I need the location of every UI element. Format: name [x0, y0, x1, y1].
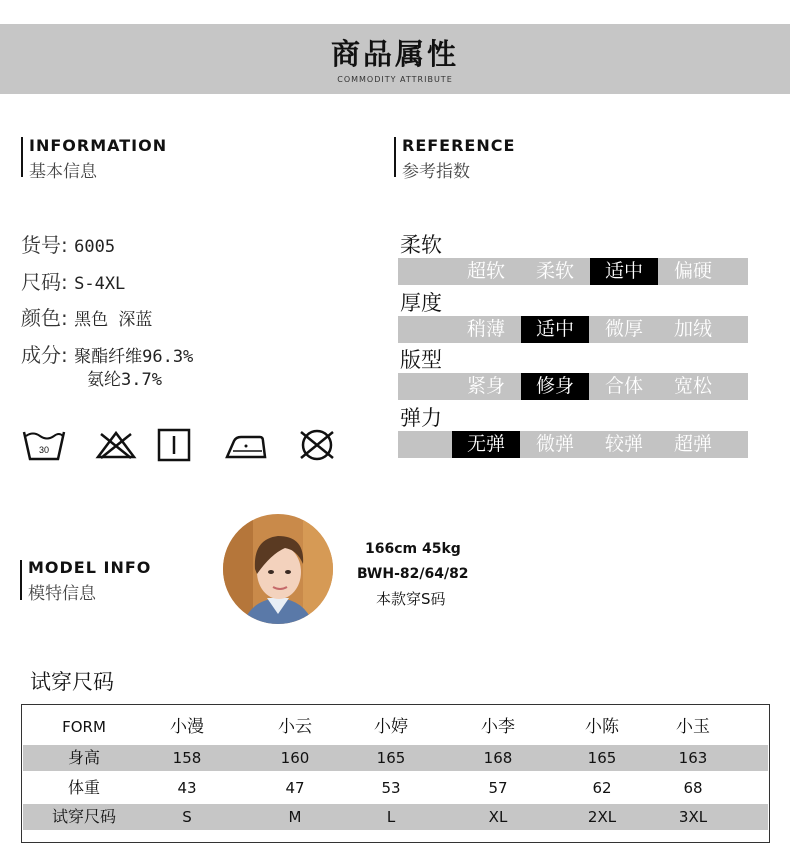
iron-icon	[224, 432, 268, 460]
reference-label-fit: 版型	[400, 348, 442, 372]
table-header-cell: 小李	[481, 717, 515, 737]
info-value: 黑色 深蓝	[74, 310, 153, 330]
wash-30-icon	[22, 428, 66, 462]
table-cell: 3XL	[678, 808, 708, 826]
page-subtitle: COMMODITY ATTRIBUTE	[337, 75, 453, 84]
reference-option-selected: 适中	[590, 258, 658, 285]
reference-heading-zh: 参考指数	[402, 162, 470, 182]
table-header-cell: 小玉	[676, 717, 710, 737]
size-table	[21, 704, 770, 843]
reference-bar-fit	[398, 373, 748, 400]
table-cell: 165	[587, 749, 617, 767]
info-value: 氨纶3.7%	[87, 370, 162, 390]
info-value: 聚酯纤维96.3%	[74, 347, 194, 367]
reference-option: 偏硬	[673, 260, 712, 282]
reference-option-selected: 无弹	[452, 431, 520, 458]
info-heading-en: INFORMATION	[29, 136, 168, 155]
table-header-cell: 小漫	[170, 717, 204, 737]
reference-label-elasticity: 弹力	[400, 406, 442, 430]
table-cell: 160	[280, 749, 310, 767]
table-row	[23, 745, 768, 771]
reference-option-selected: 适中	[521, 316, 589, 343]
reference-option: 超软	[466, 260, 505, 282]
info-label: 货号:	[21, 233, 68, 257]
model-heading-zh: 模特信息	[28, 584, 96, 604]
info-line-size	[21, 266, 125, 295]
table-row-label: 体重	[67, 778, 100, 797]
reference-option-selected: 修身	[521, 373, 589, 400]
page-title: 商品属性	[330, 37, 459, 71]
info-label: 成分:	[21, 343, 68, 367]
table-cell: M	[288, 808, 302, 826]
reference-heading-bar	[394, 137, 396, 177]
table-cell: XL	[488, 808, 508, 826]
table-row-label: 试穿尺码	[51, 807, 116, 826]
reference-bar-softness	[398, 258, 748, 285]
table-cell: 62	[592, 779, 612, 797]
model-measurements: BWH-82/64/82	[357, 566, 469, 582]
size-table-title: 试穿尺码	[30, 670, 114, 694]
reference-bar-elasticity	[398, 431, 748, 458]
no-dry-clean-icon	[296, 428, 338, 462]
reference-label-thickness: 厚度	[400, 291, 442, 315]
model-size-worn: 本款穿S码	[376, 590, 446, 608]
table-cell: 165	[376, 749, 406, 767]
reference-option: 柔软	[535, 260, 574, 282]
reference-option: 合体	[604, 375, 643, 397]
info-label: 颜色:	[21, 306, 68, 330]
reference-label-softness: 柔软	[400, 233, 442, 257]
table-cell: 57	[488, 779, 508, 797]
reference-option: 稍薄	[466, 318, 505, 340]
table-row	[23, 804, 768, 830]
reference-option: 微弹	[535, 433, 574, 455]
table-header-cell: 小云	[278, 717, 312, 737]
wash-temp-label: 30	[38, 445, 50, 455]
table-cell: 68	[683, 779, 703, 797]
model-heading-bar	[20, 560, 22, 600]
model-height-weight: 166cm 45kg	[365, 541, 461, 557]
table-row	[23, 775, 768, 801]
info-line-material-2	[87, 365, 162, 390]
info-line-material	[21, 339, 193, 368]
tumble-dry-icon	[157, 428, 191, 462]
table-cell: L	[386, 808, 396, 826]
model-heading-en: MODEL INFO	[28, 558, 152, 577]
table-cell: 43	[177, 779, 197, 797]
reference-option: 较弹	[604, 433, 643, 455]
info-line-item-no	[21, 229, 115, 258]
table-cell: 158	[172, 749, 202, 767]
info-label: 尺码:	[21, 270, 68, 294]
model-avatar	[223, 514, 333, 624]
table-cell: 53	[381, 779, 401, 797]
reference-option: 超弹	[673, 433, 712, 455]
reference-heading-en: REFERENCE	[402, 136, 516, 155]
table-header-cell: 小陈	[585, 717, 619, 737]
table-cell: 47	[285, 779, 305, 797]
table-cell: S	[182, 808, 192, 826]
reference-option: 宽松	[673, 375, 712, 397]
table-cell: 168	[483, 749, 513, 767]
info-value: S-4XL	[74, 274, 126, 294]
info-heading-bar	[21, 137, 23, 177]
info-line-color	[21, 302, 152, 331]
table-header-row	[23, 714, 768, 740]
table-row-label: 身高	[67, 748, 100, 767]
info-heading-zh: 基本信息	[29, 162, 97, 182]
table-cell: 2XL	[587, 808, 617, 826]
reference-option: 加绒	[673, 318, 712, 340]
no-bleach-icon	[95, 430, 137, 460]
table-cell: 163	[678, 749, 708, 767]
table-header-cell: 小婷	[374, 717, 408, 737]
reference-option: 紧身	[466, 375, 505, 397]
table-header-cell: FORM	[62, 718, 106, 736]
info-value: 6005	[74, 237, 116, 257]
reference-bar-thickness	[398, 316, 748, 343]
reference-option: 微厚	[604, 318, 643, 340]
